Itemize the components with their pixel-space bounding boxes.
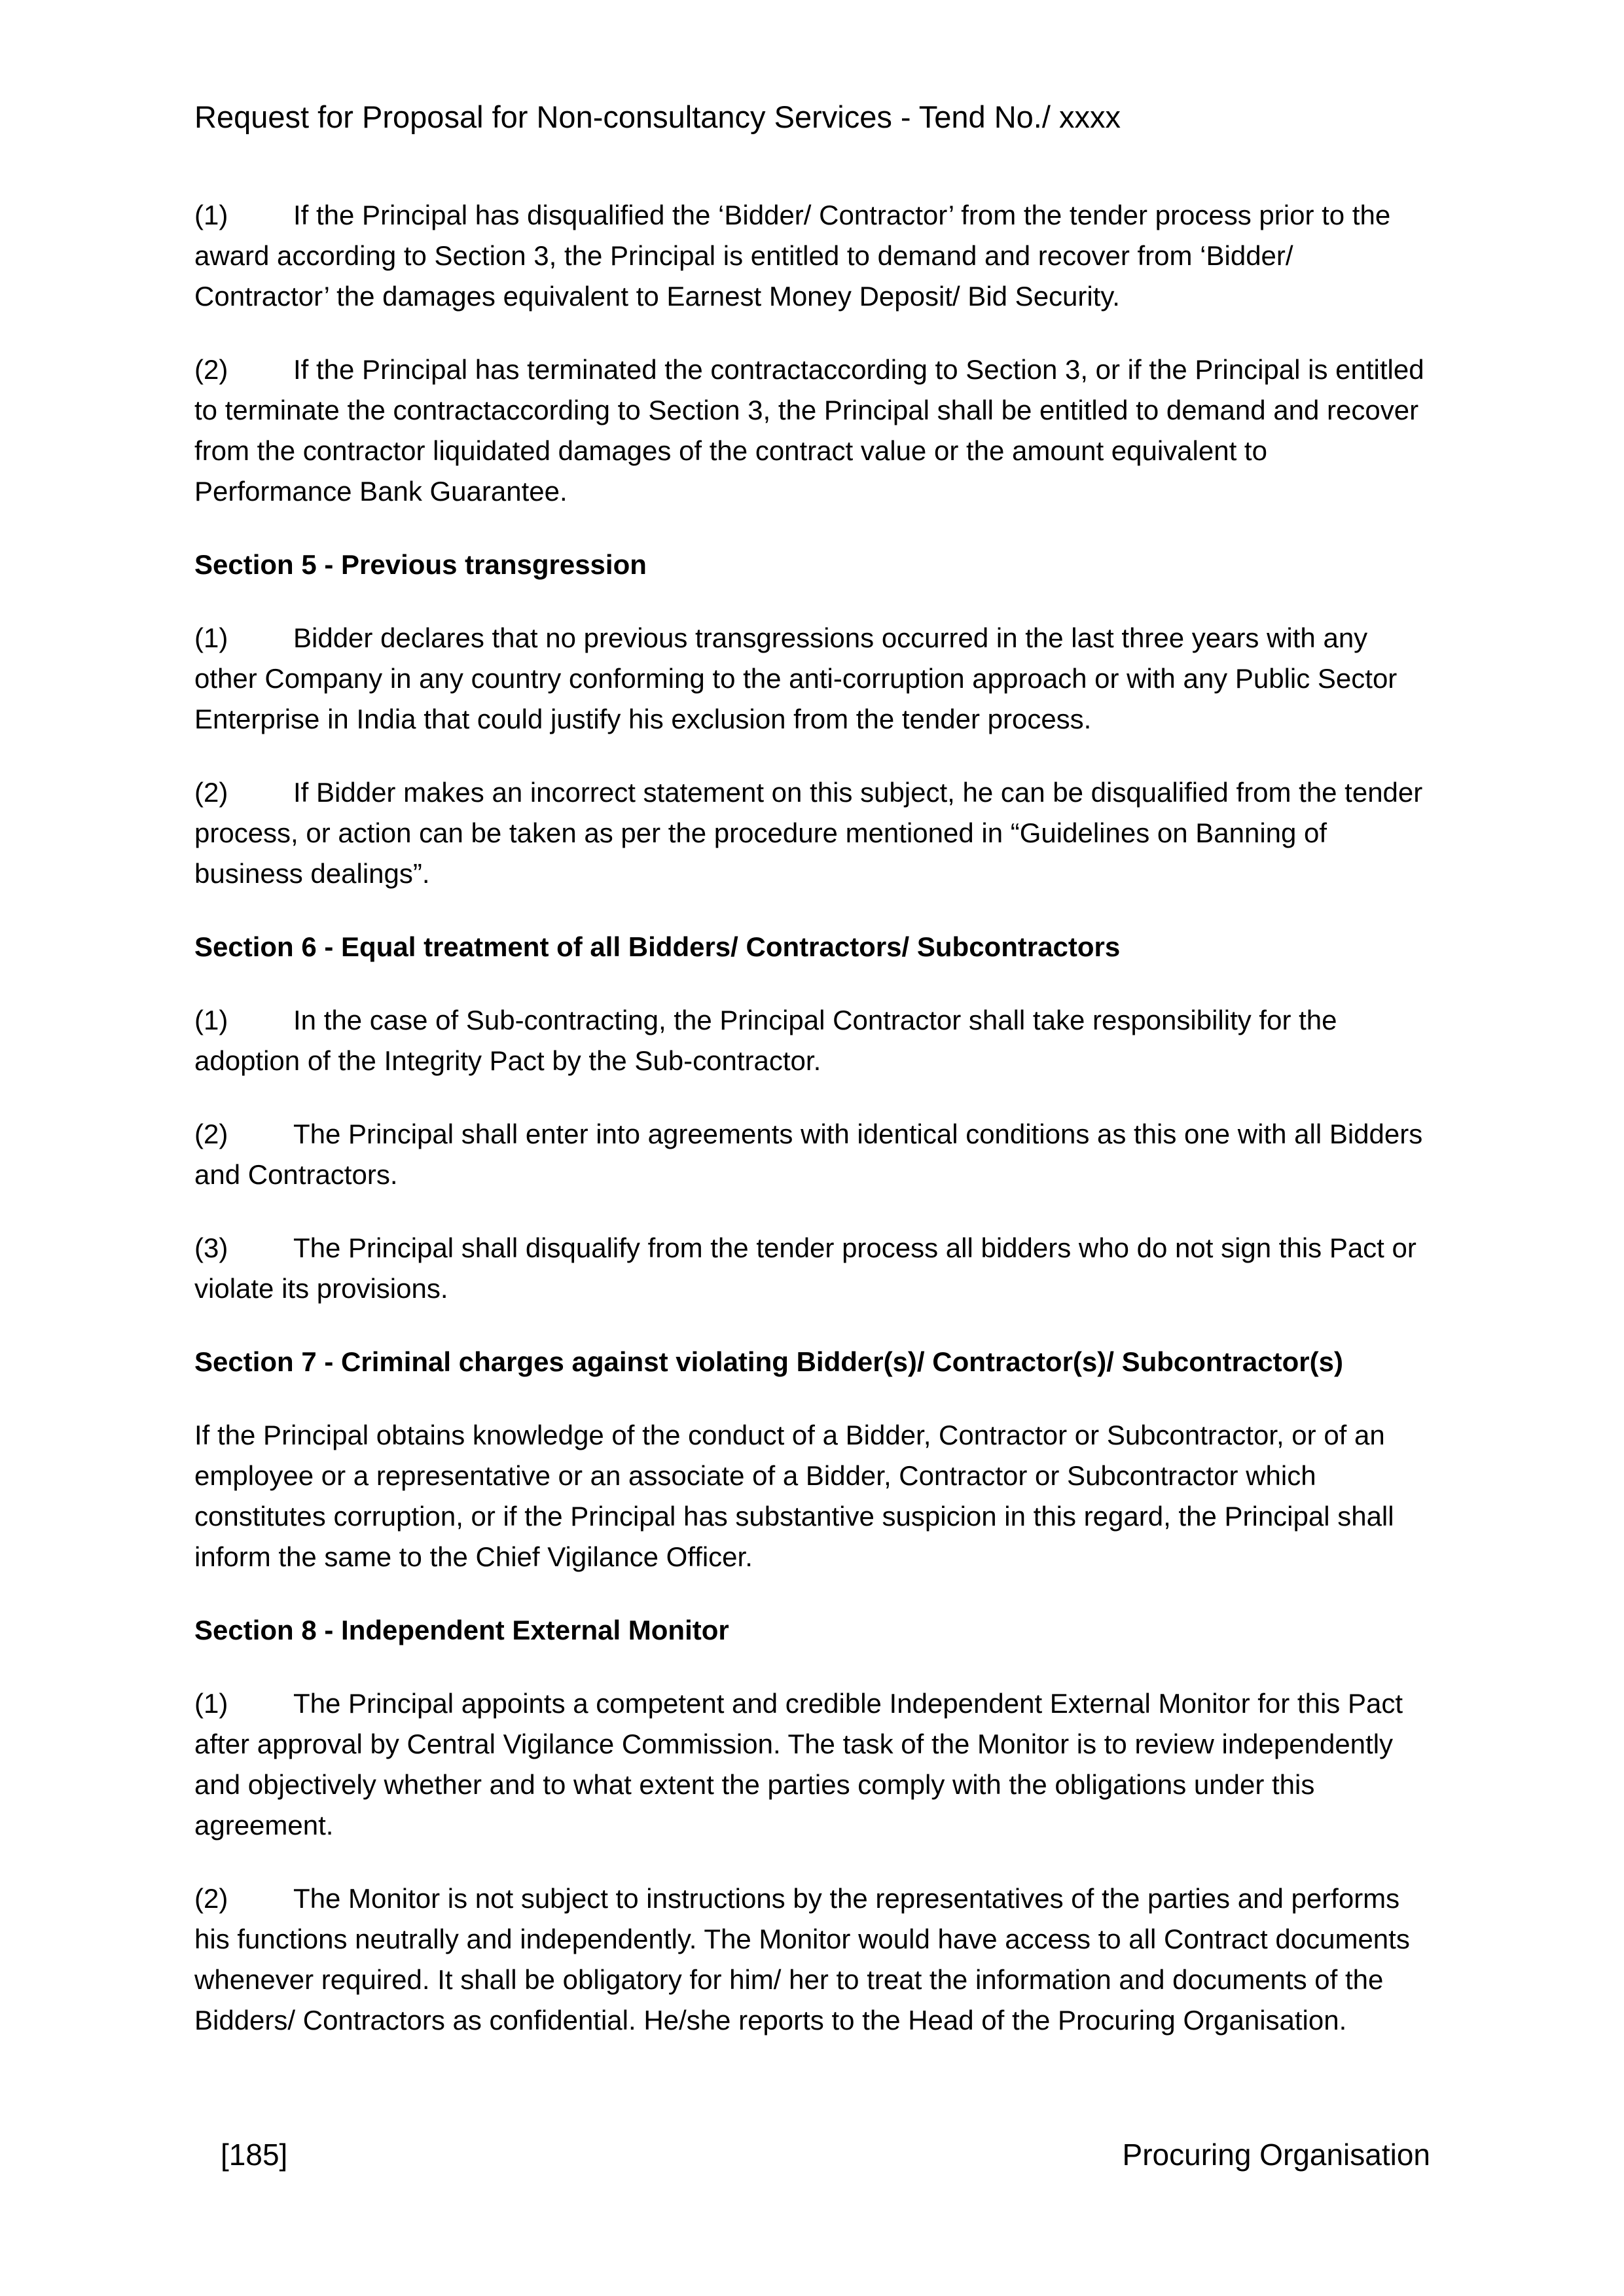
section-heading-5: Section 5 - Previous transgression [194,549,647,580]
numbered-paragraph [194,1878,1430,2041]
numbered-paragraph [194,1000,1430,1081]
page-header-title: Request for Proposal for Non-consultancy Services - Tend No./ xxxx [194,99,1121,134]
body-paragraph: If the Principal obtains knowledge of the conduct of a Bidder, Contractor or Subcontractor, or of an employee or a representative or an associate of a Bidder, Contractor or Subcontractor which constitutes corruption, or if the Principal has substantive suspicion in this regard, the Principal shall inform the same to the Chief Vigilance Officer. [194,1420,1394,1572]
numbered-paragraph [194,1114,1430,1195]
page-footer [194,2134,1430,2175]
page-content [194,0,1430,2073]
paragraph-number: (2) [194,354,228,385]
paragraph-text: The Monitor is not subject to instructions by the representatives of the parties and performs his functions neutrally and independently. The Monitor would have access to all Contract documents whenever required. It shall be obligatory for him/ her to treat the information and documents of the Bidders/ Contractors as confidential. He/she reports to the Head of the Procuring Organisation. [194,1883,1410,2036]
section-heading-8: Section 8 - Independent External Monitor [194,1615,729,1645]
paragraph-number: (3) [194,1232,228,1263]
paragraph-text: If the Principal has terminated the contractaccording to Section 3, or if the Principal is entitled to terminate the contractaccording to Section 3, the Principal shall be entitled to demand and recover from the contractor liquidated damages of the contract value or the amount equivalent to Performance Bank Guarantee. [194,354,1424,507]
paragraph-text: In the case of Sub-contracting, the Principal Contractor shall take responsibility for the adoption of the Integrity Pact by the Sub-contractor. [194,1005,1337,1076]
paragraph-number: (2) [194,777,228,808]
numbered-paragraph [194,195,1430,317]
footer-organisation-label: Procuring Organisation [1122,2138,1430,2172]
numbered-paragraph [194,772,1430,894]
numbered-paragraph [194,350,1430,512]
paragraph-text: If the Principal has disqualified the ‘Bidder/ Contractor’ from the tender process prior to the award according to Section 3, the Principal is entitled to demand and recover from ‘Bidder/ Contractor’ the damages equivalent to Earnest Money Deposit/ Bid Security. [194,200,1391,312]
paragraph-text: The Principal shall disqualify from the tender process all bidders who do not sign this Pact or violate its provisions. [194,1232,1416,1304]
numbered-paragraph [194,1228,1430,1309]
paragraph-text: If Bidder makes an incorrect statement on this subject, he can be disqualified from the tender process, or action can be taken as per the procedure mentioned in “Guidelines on Banning of business dealings”. [194,777,1423,889]
numbered-paragraph [194,618,1430,740]
paragraph-number: (2) [194,1119,228,1149]
paragraph-number: (1) [194,200,228,230]
numbered-paragraph [194,1683,1430,1846]
section-heading-6: Section 6 - Equal treatment of all Bidders/ Contractors/ Subcontractors [194,931,1121,962]
paragraph-text: The Principal appoints a competent and credible Independent External Monitor for this Pact after approval by Central Vigilance Commission. The task of the Monitor is to review independently and objectively whether and to what extent the parties comply with the obligations under this agreement. [194,1688,1403,1840]
paragraph-text: The Principal shall enter into agreements with identical conditions as this one with all Bidders and Contractors. [194,1119,1423,1190]
page-number: [185] [221,2138,288,2172]
paragraph-number: (1) [194,622,228,653]
paragraph-number: (1) [194,1005,228,1035]
paragraph-number: (1) [194,1688,228,1719]
paragraph-number: (2) [194,1883,228,1914]
paragraph-text: Bidder declares that no previous transgressions occurred in the last three years with any other Company in any country conforming to the anti-corruption approach or with any Public Sector Enterprise in India that could justify his exclusion from the tender process. [194,622,1398,734]
section-heading-7: Section 7 - Criminal charges against violating Bidder(s)/ Contractor(s)/ Subcontractor(s) [194,1346,1343,1377]
